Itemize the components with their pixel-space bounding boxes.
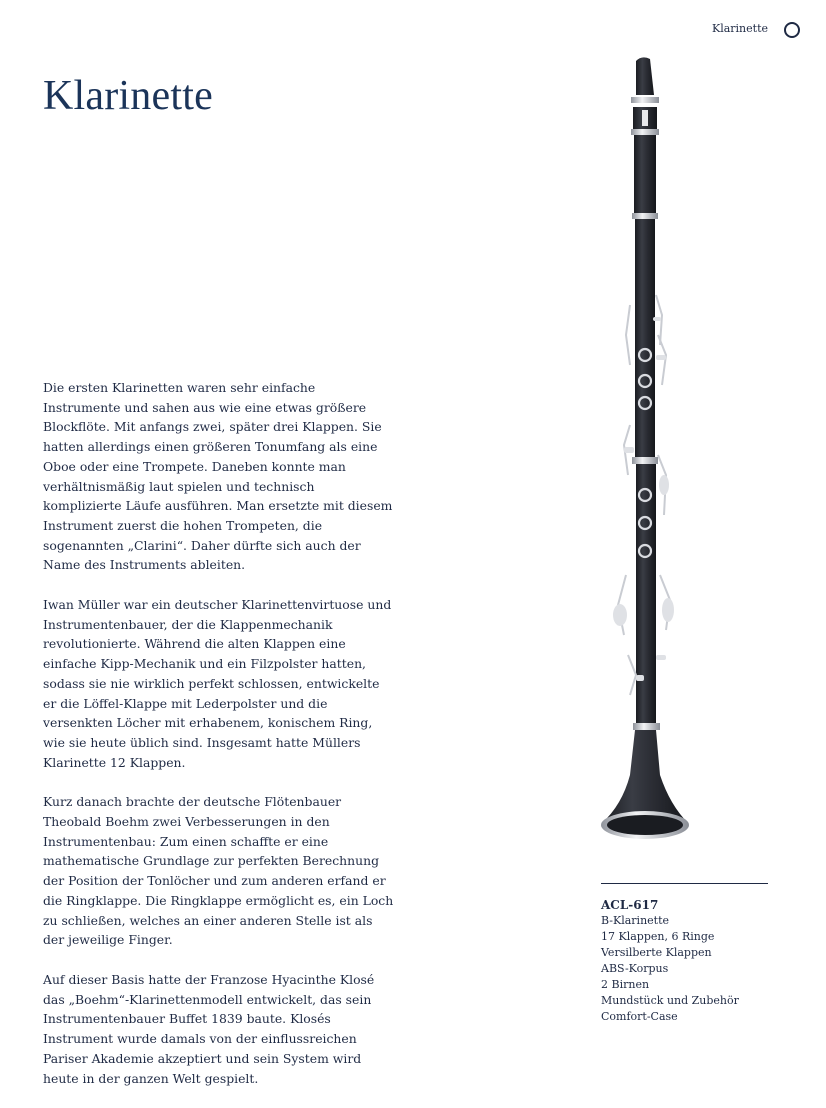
spec-item: 17 Klappen, 6 Ringe [601,930,715,943]
circle-marker-icon [784,22,800,38]
paragraph-1: Die ersten Klarinetten waren sehr einfache Instrumente und sahen aus wie eine etwas größere Blockflöte. Mit anfangs zwei, später drei Klappen. Sie hatten allerdings einen größeren Tonumfang als eine Oboe oder eine Trompete. Daneben konnte man verhältnismäßig laut spielen und technisch komplizierte Läufe ausführen. Man ersetzte mit diesem Instrument zuerst die hohen Trompeten, die sogenannten „Clarini“. Daher dürfte sich auch der Name des Instruments ableiten. [43,380,393,573]
paragraph-2: Iwan Müller war ein deutscher Klarinettenvirtuose und Instrumentenbauer, der die Klappenmechanik revolutionierte. Während die alten Klappen eine einfache Kipp-Mechanik und ein Filzpolster hatten, sodass sie nie wirklich perfekt schlossen, entwickelte er die Löffel-Klappe mit Lederpolster und die versenkten Löcher mit erhabenem, konischem Ring, wie sie heute üblich sind. Insgesamt hatte Müllers Klarinette 12 Klappen. [43,597,392,770]
spec-item: ABS-Korpus [601,962,669,975]
spec-item: B-Klarinette [601,914,670,927]
spec-divider [601,883,768,884]
spec-item: Versilberte Klappen [601,946,712,959]
paragraph-4: Auf dieser Basis hatte der Franzose Hyacinthe Klosé das „Boehm“-Klarinettenmodell entwickelt, das sein Instrumentenbauer Buffet 1839 baute. Klosés Instrument wurde damals von der einflussreichen Pariser Akademie akzeptiert und sein System wird heute in der ganzen Welt gespielt. [43,971,375,1086]
spec-item: Mundstück und Zubehör [601,994,739,1007]
spec-list [601,913,801,1025]
body-text [43,378,395,1108]
paragraph-3: Kurz danach brachte der deutsche Flötenbauer Theobald Boehm zwei Verbesserungen in den Instrumentenbau: Zum einen schaffte er eine mathematische Grundlage zur perfekten Berechnung der Position der Tonlöcher und zum anderen erfand er die Ringklappe. Die Ringklappe ermöglicht es, ein Loch zu schließen, welches an einer anderen Stelle ist als der jeweilige Finger. [43,794,394,948]
running-header: Klarinette [711,22,768,35]
page-title: Klarinette [43,73,213,119]
spec-item: Comfort-Case [601,1010,678,1023]
spec-item: 2 Birnen [601,978,650,991]
product-spec-block [601,897,801,1025]
product-model: ACL-617 [601,898,659,912]
clarinet-image [590,55,700,845]
